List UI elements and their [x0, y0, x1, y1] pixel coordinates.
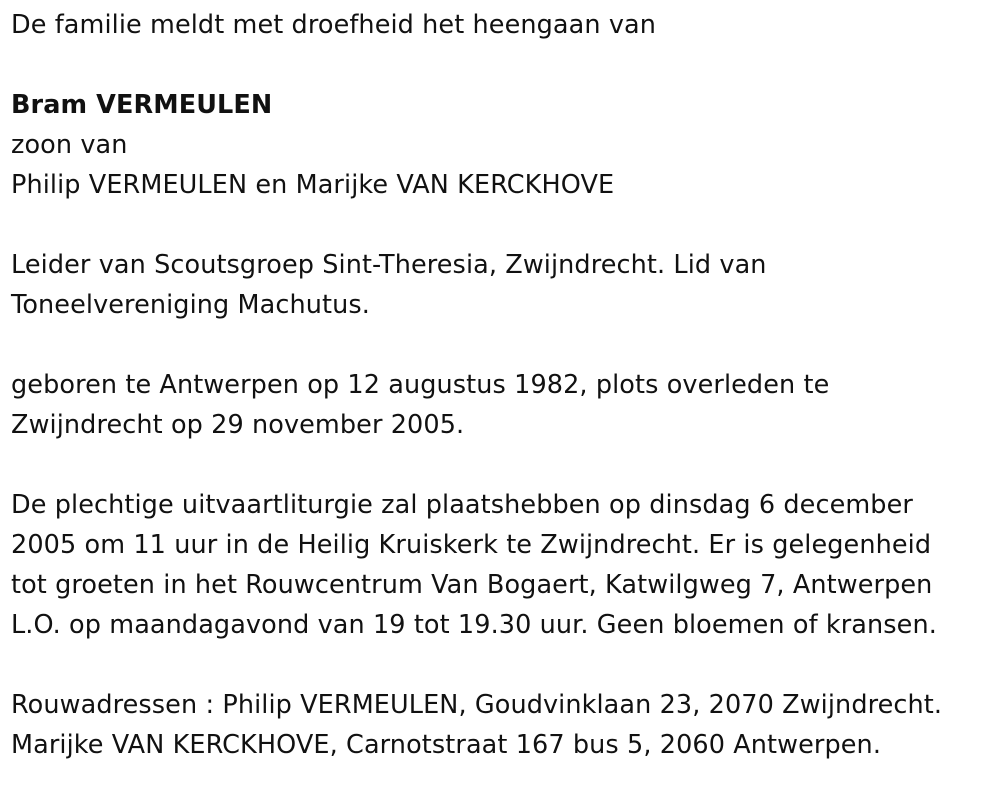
affiliations-paragraph — [11, 245, 986, 325]
funeral-line: tot groeten in het Rouwcentrum Van Bogaert, Katwilgweg 7, Antwerpen — [11, 570, 933, 600]
birth-death-line: geboren te Antwerpen op 12 augustus 1982, plots overleden te — [11, 370, 830, 400]
relation-text: zoon van — [11, 130, 128, 160]
deceased-name: Bram VERMEULEN — [11, 90, 273, 120]
addresses-paragraph — [11, 685, 986, 765]
funeral-line: De plechtige uitvaartliturgie zal plaatshebben op dinsdag 6 december — [11, 490, 913, 520]
intro-text: De familie meldt met droefheid het heengaan van — [11, 10, 657, 40]
spacer — [11, 45, 986, 85]
affiliations-line: Leider van Scoutsgroep Sint-Theresia, Zwijndrecht. Lid van — [11, 250, 767, 280]
birth-death-paragraph — [11, 365, 986, 445]
address-line: Rouwadressen : Philip VERMEULEN, Goudvinklaan 23, 2070 Zwijndrecht. — [11, 690, 943, 720]
spacer — [11, 645, 986, 685]
affiliations-line: Toneelvereniging Machutus. — [11, 290, 370, 320]
spacer — [11, 205, 986, 245]
parents-names: Philip VERMEULEN en Marijke VAN KERCKHOVE — [11, 170, 615, 200]
funeral-line: 2005 om 11 uur in de Heilig Kruiskerk te Zwijndrecht. Er is gelegenheid — [11, 530, 932, 560]
birth-death-line: Zwijndrecht op 29 november 2005. — [11, 410, 465, 440]
funeral-paragraph — [11, 485, 986, 645]
death-notice — [11, 5, 986, 765]
funeral-line: L.O. op maandagavond van 19 tot 19.30 uur. Geen bloemen of kransen. — [11, 610, 937, 640]
spacer — [11, 445, 986, 485]
address-line: Marijke VAN KERCKHOVE, Carnotstraat 167 bus 5, 2060 Antwerpen. — [11, 730, 882, 760]
spacer — [11, 325, 986, 365]
